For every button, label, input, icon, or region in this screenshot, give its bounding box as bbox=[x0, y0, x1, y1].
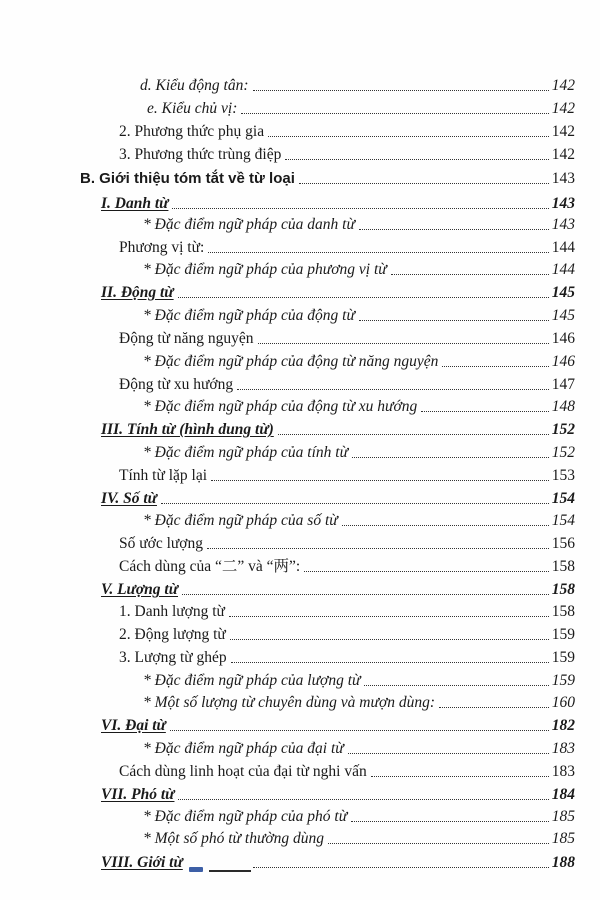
toc-entry[interactable] bbox=[143, 394, 575, 416]
dot-leader bbox=[230, 638, 549, 640]
dot-leader bbox=[371, 775, 549, 777]
dot-leader bbox=[172, 207, 548, 209]
toc-chapter[interactable] bbox=[101, 280, 575, 302]
dot-leader bbox=[439, 706, 549, 708]
toc-entry[interactable] bbox=[143, 690, 575, 712]
toc-entry[interactable] bbox=[119, 622, 575, 644]
toc-entry-page: 142 bbox=[551, 77, 575, 94]
dot-leader bbox=[231, 661, 549, 663]
toc-entry[interactable] bbox=[143, 257, 575, 279]
toc-entry[interactable] bbox=[119, 235, 575, 257]
toc-entry-page: 154 bbox=[551, 490, 575, 507]
toc-entry-page: 153 bbox=[551, 467, 575, 484]
dot-leader bbox=[253, 89, 549, 91]
toc-entry-label: Cách dùng của “二” và “两”: bbox=[119, 558, 301, 575]
toc-entry-label: * Một số lượng từ chuyên dùng và mượn dùng: bbox=[143, 694, 436, 711]
toc-entry-page: 148 bbox=[551, 398, 575, 415]
dot-leader bbox=[285, 158, 548, 160]
toc-entry-page: 159 bbox=[551, 649, 575, 666]
toc-entry-label: III. Tính từ (hình dung từ) bbox=[101, 421, 274, 438]
toc-entry-page: 183 bbox=[551, 740, 575, 757]
dot-leader bbox=[211, 479, 549, 481]
toc-entry-page: 144 bbox=[551, 239, 575, 256]
toc-entry-label: * Một số phó từ thường dùng bbox=[143, 830, 325, 847]
toc-entry-label: II. Động từ bbox=[101, 284, 174, 301]
dot-leader bbox=[304, 570, 549, 572]
dot-leader bbox=[442, 365, 548, 367]
toc-entry-label: * Đặc điểm ngữ pháp của động từ bbox=[143, 307, 355, 324]
dot-leader bbox=[421, 410, 548, 412]
toc-chapter[interactable] bbox=[101, 713, 575, 735]
dot-leader bbox=[299, 182, 549, 184]
toc-entry-page: 160 bbox=[551, 694, 575, 711]
toc-chapter[interactable] bbox=[101, 417, 575, 439]
dot-leader bbox=[182, 593, 549, 595]
toc-section-heading[interactable] bbox=[80, 166, 575, 188]
toc-entry-label: d. Kiểu động tân: bbox=[140, 77, 249, 94]
toc-entry[interactable] bbox=[119, 119, 575, 141]
dot-leader bbox=[241, 112, 548, 114]
toc-entry-label: 3. Phương thức trùng điệp bbox=[119, 146, 282, 163]
toc-entry[interactable] bbox=[143, 440, 575, 462]
dot-leader bbox=[342, 524, 549, 526]
toc-entry[interactable] bbox=[147, 96, 575, 118]
toc-entry-page: 156 bbox=[551, 535, 575, 552]
toc-entry[interactable] bbox=[119, 645, 575, 667]
toc-entry-page: 159 bbox=[551, 626, 575, 643]
toc-entry[interactable] bbox=[143, 508, 575, 530]
toc-entry[interactable] bbox=[119, 599, 575, 621]
toc-entry-page: 154 bbox=[551, 512, 575, 529]
toc-entry-label: * Đặc điểm ngữ pháp của phó từ bbox=[143, 808, 348, 825]
toc-entry-page: 185 bbox=[551, 808, 575, 825]
toc-entry-page: 159 bbox=[551, 672, 575, 689]
toc-entry-label: * Đặc điểm ngữ pháp của số từ bbox=[143, 512, 338, 529]
toc-entry-page: 158 bbox=[551, 558, 575, 575]
toc-chapter[interactable] bbox=[101, 782, 575, 804]
toc-entry-label: 2. Phương thức phụ gia bbox=[119, 123, 265, 140]
dot-leader bbox=[207, 547, 549, 549]
toc-entry[interactable] bbox=[143, 212, 575, 234]
toc-entry[interactable] bbox=[143, 826, 575, 848]
dot-leader bbox=[359, 228, 549, 230]
toc-entry-label: * Đặc điểm ngữ pháp của danh từ bbox=[143, 216, 355, 233]
toc-entry-label: Phương vị từ: bbox=[119, 239, 205, 256]
toc-entry-page: 184 bbox=[551, 786, 575, 803]
toc-entry-label: 2. Động lượng từ bbox=[119, 626, 226, 643]
dot-leader bbox=[364, 684, 548, 686]
dot-leader bbox=[348, 752, 549, 754]
toc-entry-label: VI. Đại từ bbox=[101, 717, 166, 734]
toc-entry-label: * Đặc điểm ngữ pháp của đại từ bbox=[143, 740, 344, 757]
toc-entry-label: Tính từ lặp lại bbox=[119, 467, 208, 484]
toc-entry-label: V. Lượng từ bbox=[101, 581, 179, 598]
toc-entry-label: I. Danh từ bbox=[101, 195, 169, 212]
toc-entry-page: 142 bbox=[551, 146, 575, 163]
toc-entry-page: 143 bbox=[551, 170, 575, 187]
toc-entry-page: 142 bbox=[551, 123, 575, 140]
dot-leader bbox=[352, 456, 549, 458]
toc-entry-page: 183 bbox=[551, 763, 575, 780]
toc-entry-page: 152 bbox=[551, 421, 575, 438]
toc-chapter[interactable] bbox=[101, 191, 575, 213]
dot-leader bbox=[178, 798, 548, 800]
toc-entry[interactable] bbox=[143, 303, 575, 325]
toc-entry-label: e. Kiểu chủ vị: bbox=[147, 100, 238, 117]
toc-entry[interactable] bbox=[119, 463, 575, 485]
dot-leader bbox=[328, 842, 549, 844]
toc-entry-label: VIII. Giới từ bbox=[101, 854, 183, 871]
dot-leader bbox=[237, 388, 549, 390]
toc-chapter[interactable] bbox=[101, 577, 575, 599]
toc-entry-label: B. Giới thiệu tóm tắt về từ loại bbox=[80, 170, 295, 187]
dot-leader bbox=[351, 820, 549, 822]
dot-leader bbox=[161, 502, 549, 504]
toc-entry[interactable] bbox=[119, 372, 575, 394]
toc-entry-page: 145 bbox=[551, 307, 575, 324]
toc-entry-label: * Đặc điểm ngữ pháp của tính từ bbox=[143, 444, 349, 461]
toc-entry[interactable] bbox=[140, 73, 575, 95]
toc-entry-page: 147 bbox=[551, 376, 575, 393]
toc-entry-label: * Đặc điểm ngữ pháp của lượng từ bbox=[143, 672, 361, 689]
dot-leader bbox=[258, 342, 549, 344]
toc-entry-page: 143 bbox=[551, 195, 575, 212]
toc-entry[interactable] bbox=[119, 759, 575, 781]
toc-entry-label: Động từ năng nguyện bbox=[119, 330, 254, 347]
toc-entry[interactable] bbox=[143, 736, 575, 758]
toc-entry-label: Số ước lượng bbox=[119, 535, 204, 552]
toc-entry[interactable] bbox=[119, 142, 575, 164]
toc-entry-page: 188 bbox=[551, 854, 575, 871]
toc-entry[interactable] bbox=[143, 349, 575, 371]
dot-leader bbox=[170, 729, 549, 731]
toc-entry-page: 158 bbox=[551, 581, 575, 598]
dot-leader bbox=[268, 135, 549, 137]
dot-leader bbox=[253, 866, 549, 868]
toc-entry[interactable] bbox=[119, 554, 575, 576]
toc-entry-page: 152 bbox=[551, 444, 575, 461]
toc-entry-page: 144 bbox=[551, 261, 575, 278]
toc-entry-page: 146 bbox=[551, 330, 575, 347]
dot-leader bbox=[391, 273, 549, 275]
toc-entry-label: 3. Lượng từ ghép bbox=[119, 649, 227, 666]
scan-line-icon bbox=[209, 870, 251, 872]
toc-entry-page: 145 bbox=[551, 284, 575, 301]
dot-leader bbox=[229, 615, 549, 617]
toc-entry-label: Cách dùng linh hoạt của đại từ nghi vấn bbox=[119, 763, 367, 780]
toc-entry-page: 158 bbox=[551, 603, 575, 620]
toc-entry-label: * Đặc điểm ngữ pháp của động từ xu hướng bbox=[143, 398, 418, 415]
toc-entry-page: 182 bbox=[551, 717, 575, 734]
toc-entry-page: 185 bbox=[551, 830, 575, 847]
toc-entry[interactable] bbox=[143, 804, 575, 826]
dot-leader bbox=[178, 296, 549, 298]
toc-entry-label: Động từ xu hướng bbox=[119, 376, 234, 393]
toc-entry-label: 1. Danh lượng từ bbox=[119, 603, 225, 620]
toc-entry-label: VII. Phó từ bbox=[101, 786, 175, 803]
toc-entry[interactable] bbox=[119, 531, 575, 553]
toc-chapter[interactable] bbox=[101, 486, 575, 508]
dot-leader bbox=[278, 433, 549, 435]
toc-entry-page: 143 bbox=[551, 216, 575, 233]
toc-entry-label: * Đặc điểm ngữ pháp của động từ năng nguyện bbox=[143, 353, 439, 370]
toc-entry-page: 146 bbox=[551, 353, 575, 370]
toc-entry[interactable] bbox=[143, 668, 575, 690]
dot-leader bbox=[359, 319, 549, 321]
scan-mark-icon bbox=[189, 867, 203, 872]
toc-entry-label: * Đặc điểm ngữ pháp của phương vị từ bbox=[143, 261, 387, 278]
toc-entry-page: 142 bbox=[551, 100, 575, 117]
toc-entry[interactable] bbox=[119, 326, 575, 348]
toc-entry-label: IV. Số từ bbox=[101, 490, 157, 507]
dot-leader bbox=[208, 251, 548, 253]
toc-chapter[interactable] bbox=[101, 850, 575, 872]
